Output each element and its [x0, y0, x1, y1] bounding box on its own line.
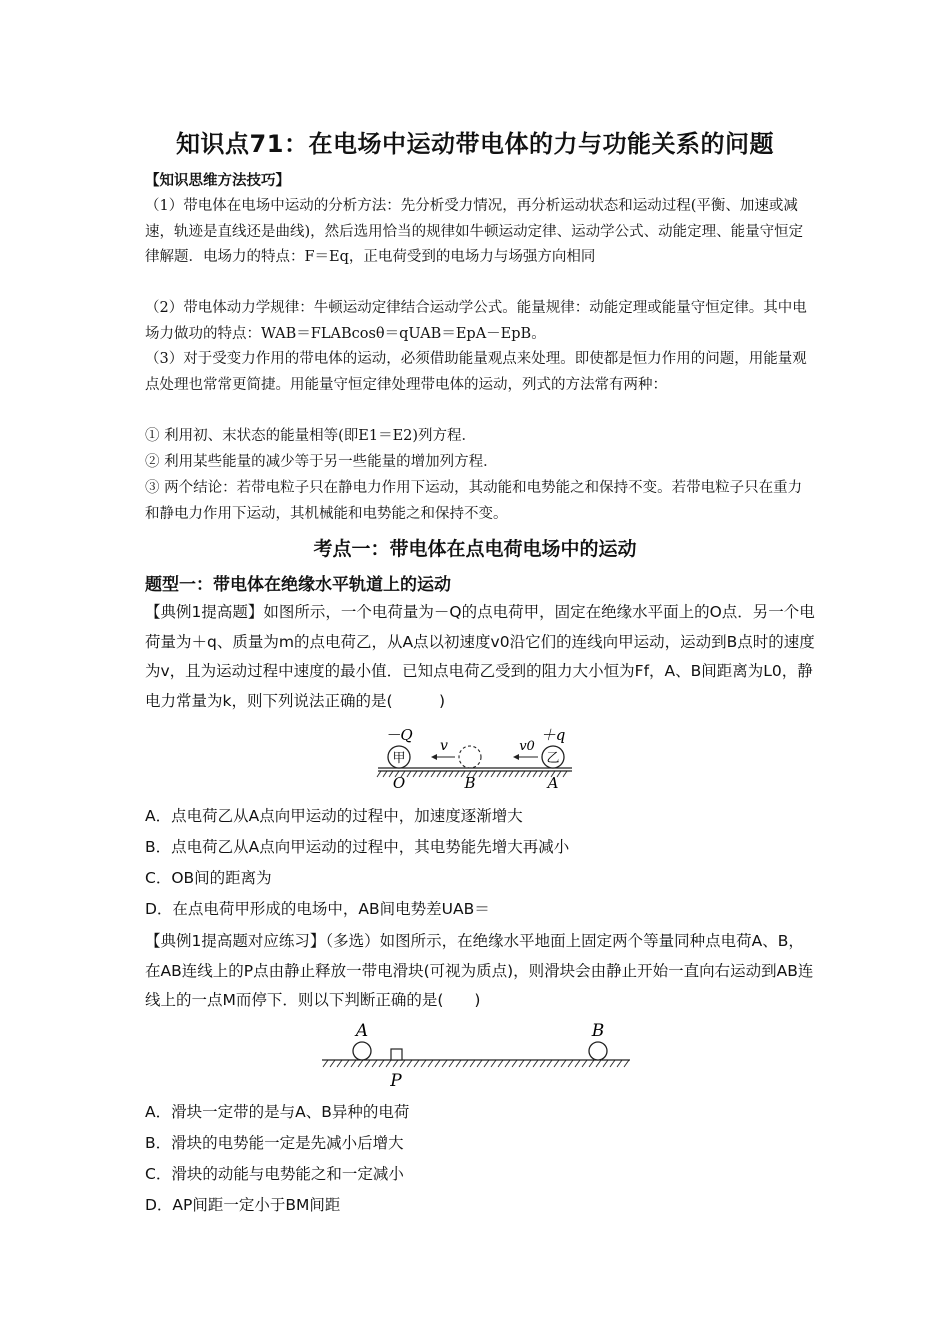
point-p-label: P	[390, 1071, 402, 1090]
practice-1-option-a: A．滑块一定带的是与A、B异种的电荷	[145, 1103, 410, 1121]
practice-1-question: 【典例1提高题对应练习】（多选）如图所示，在绝缘水平地面上固定两个等量同种点电荷A、B，在AB连线上的P点由静止释放一带电滑块(可视为质点)，则滑块会由静止开始一直向右运动到AB连线上的一点M而停下．则以下判断正确的是( )	[145, 932, 814, 1009]
point-o-label: O	[392, 774, 406, 792]
practice-1-figure	[318, 1018, 634, 1090]
charge-a-label: A	[355, 1021, 369, 1041]
charge-a-circle	[353, 1042, 371, 1060]
method-paragraph-1: （1）带电体在电场中运动的分析方法：先分析受力情况，再分析运动状态和运动过程(平衡、加速或减速，轨迹是直线还是曲线)，然后选用恰当的规律如牛顿运动定律、运动学公式、动能定理、能量守恒定律解题．电场力的特点：F＝Eq，正电荷受到的电场力与场强方向相同	[145, 198, 804, 265]
example-1-option-d: D．在点电荷甲形成的电场中，AB间电势差UAB＝	[145, 900, 490, 918]
example-1-option-c: C．OB间的距离为	[145, 869, 272, 887]
charge-b-circle	[589, 1042, 607, 1060]
point-b-label: B	[464, 774, 476, 792]
point-a-label: A	[547, 774, 559, 792]
method-paragraph-2: （2）带电体动力学规律：牛顿运动定律结合运动学公式。能量规律：动能定理或能量守恒定律。其中电场力做功的特点：WAB＝FLABcosθ＝qUAB＝EpA－EpB。	[145, 300, 807, 342]
section-heading: 考点一：带电体在点电荷电场中的运动	[313, 538, 637, 560]
method-item-2: ② 利用某些能量的减少等于另一些能量的增加列方程．	[145, 454, 498, 470]
method-heading: 【知识思维方法技巧】	[145, 172, 290, 189]
charge-yi-label: 乙	[546, 751, 560, 766]
position-b-dashed-circle	[459, 746, 481, 768]
example-1-question: 【典例1提高题】如图所示，一个电荷量为－Q的点电荷甲，固定在绝缘水平面上的O点．另一个电荷量为＋q、质量为m的点电荷乙，从A点以初速度v0沿它们的连线向甲运动，运动到B点时的速度为v，且为运动过程中速度的最小值．已知点电荷乙受到的阻力大小恒为Ff，A、B间距离为L0，静电力常量为k，则下列说法正确的是( )	[145, 603, 815, 710]
practice-1-option-c: C．滑块的动能与电势能之和一定减小	[145, 1165, 404, 1183]
charge-jia-label: 甲	[392, 751, 406, 766]
example-1-figure	[375, 722, 575, 792]
velocity-v-label: v	[440, 738, 448, 754]
question-type-heading: 题型一：带电体在绝缘水平轨道上的运动	[145, 575, 451, 595]
example-1-option-b: B．点电荷乙从A点向甲运动的过程中，其电势能先增大再减小	[145, 838, 570, 856]
method-item-3: ③ 两个结论：若带电粒子只在静电力作用下运动，其动能和电势能之和保持不变。若带电粒子只在重力和静电力作用下运动，其机械能和电势能之和保持不变。	[145, 480, 803, 522]
charge-minus-q-label: －Q	[385, 726, 413, 744]
charge-b-label: B	[591, 1021, 605, 1041]
velocity-v0-label: v0	[519, 739, 535, 754]
charge-plus-q-label: ＋q	[540, 726, 566, 744]
method-item-1: ① 利用初、末状态的能量相等(即E1＝E2)列方程．	[145, 428, 477, 444]
practice-1-option-b: B．滑块的电势能一定是先减小后增大	[145, 1134, 404, 1152]
slider-block	[391, 1049, 402, 1060]
example-1-option-a: A．点电荷乙从A点向甲运动的过程中，加速度逐渐增大	[145, 807, 523, 825]
page-title: 知识点71：在电场中运动带电体的力与功能关系的问题	[176, 130, 774, 158]
method-paragraph-3: （3）对于受变力作用的带电体的运动，必须借助能量观点来处理。即使都是恒力作用的问题，用能量观点处理也常常更简捷。用能量守恒定律处理带电体的运动，列式的方法常有两种：	[145, 351, 807, 393]
practice-1-option-d: D．AP间距一定小于BM间距	[145, 1196, 341, 1214]
